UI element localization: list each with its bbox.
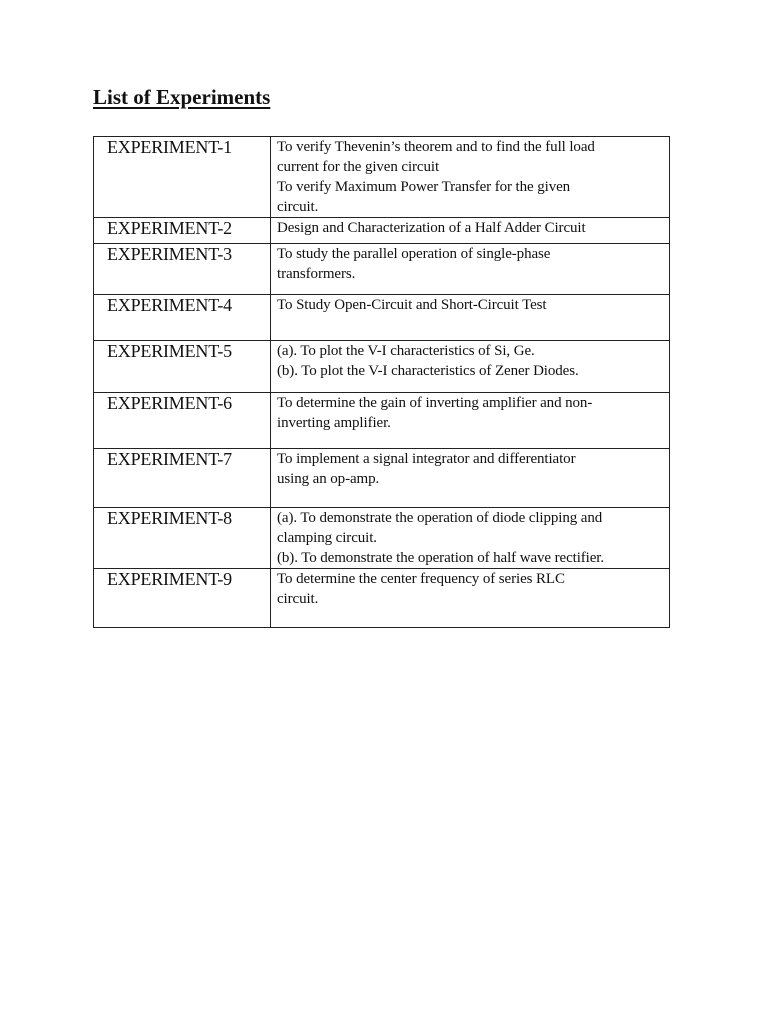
table-row xyxy=(94,341,670,393)
experiment-label-cell xyxy=(94,218,271,244)
table-row xyxy=(94,393,670,449)
experiment-label: EXPERIMENT-8 xyxy=(107,508,232,528)
experiment-description-line: (a). To plot the V-I characteristics of Si, Ge. xyxy=(277,343,535,359)
page-title: List of Experiments xyxy=(93,85,271,109)
experiment-description-line: To verify Thevenin’s theorem and to find the full load xyxy=(277,139,595,155)
experiment-description-cell xyxy=(271,569,670,628)
experiment-description-line: To verify Maximum Power Transfer for the given xyxy=(277,179,571,195)
experiment-description-line: To determine the center frequency of series RLC xyxy=(277,571,565,587)
experiment-description-line: (b). To plot the V-I characteristics of Zener Diodes. xyxy=(277,363,579,379)
table-row xyxy=(94,449,670,508)
table-row xyxy=(94,295,670,341)
experiment-description-cell xyxy=(271,449,670,508)
experiment-label-cell xyxy=(94,449,271,508)
experiment-label: EXPERIMENT-3 xyxy=(107,244,232,264)
experiment-description-line: circuit. xyxy=(277,199,319,215)
experiment-description-line: To implement a signal integrator and differentiator xyxy=(277,451,576,467)
experiment-description-line: Design and Characterization of a Half Adder Circuit xyxy=(277,220,586,236)
experiment-description-cell xyxy=(271,137,670,218)
experiment-label: EXPERIMENT-4 xyxy=(107,295,232,315)
table-row xyxy=(94,569,670,628)
experiment-label-cell xyxy=(94,295,271,341)
experiment-description-cell xyxy=(271,341,670,393)
experiment-description-cell xyxy=(271,244,670,295)
experiment-description-line: current for the given circuit xyxy=(277,159,440,175)
table-row xyxy=(94,137,670,218)
experiment-label-cell xyxy=(94,137,271,218)
experiment-description-line: circuit. xyxy=(277,591,319,607)
experiment-label-cell xyxy=(94,341,271,393)
experiment-description-line: transformers. xyxy=(277,266,356,282)
experiment-description-line: (a). To demonstrate the operation of diode clipping and xyxy=(277,510,603,526)
experiment-label: EXPERIMENT-6 xyxy=(107,393,232,413)
experiment-description-cell xyxy=(271,295,670,341)
experiment-description-line: inverting amplifier. xyxy=(277,415,391,431)
experiment-description-line: To determine the gain of inverting amplifier and non- xyxy=(277,395,593,411)
experiment-description-line: To Study Open-Circuit and Short-Circuit Test xyxy=(277,297,547,313)
experiment-label-cell xyxy=(94,393,271,449)
table-row xyxy=(94,508,670,569)
table-row xyxy=(94,244,670,295)
experiment-description-cell xyxy=(271,393,670,449)
experiment-description-line: (b). To demonstrate the operation of half wave rectifier. xyxy=(277,550,605,566)
experiment-label: EXPERIMENT-5 xyxy=(107,341,232,361)
experiment-label-cell xyxy=(94,244,271,295)
experiment-label-cell xyxy=(94,508,271,569)
experiment-description-line: To study the parallel operation of single-phase xyxy=(277,246,551,262)
experiment-label: EXPERIMENT-1 xyxy=(107,137,232,157)
experiment-description-line: using an op-amp. xyxy=(277,471,380,487)
experiments-table xyxy=(93,136,670,628)
experiment-label: EXPERIMENT-9 xyxy=(107,569,232,589)
experiment-label: EXPERIMENT-2 xyxy=(107,218,232,238)
experiment-label: EXPERIMENT-7 xyxy=(107,449,232,469)
table-row xyxy=(94,218,670,244)
experiment-description-line: clamping circuit. xyxy=(277,530,377,546)
experiment-description-cell xyxy=(271,218,670,244)
experiment-label-cell xyxy=(94,569,271,628)
experiment-description-cell xyxy=(271,508,670,569)
